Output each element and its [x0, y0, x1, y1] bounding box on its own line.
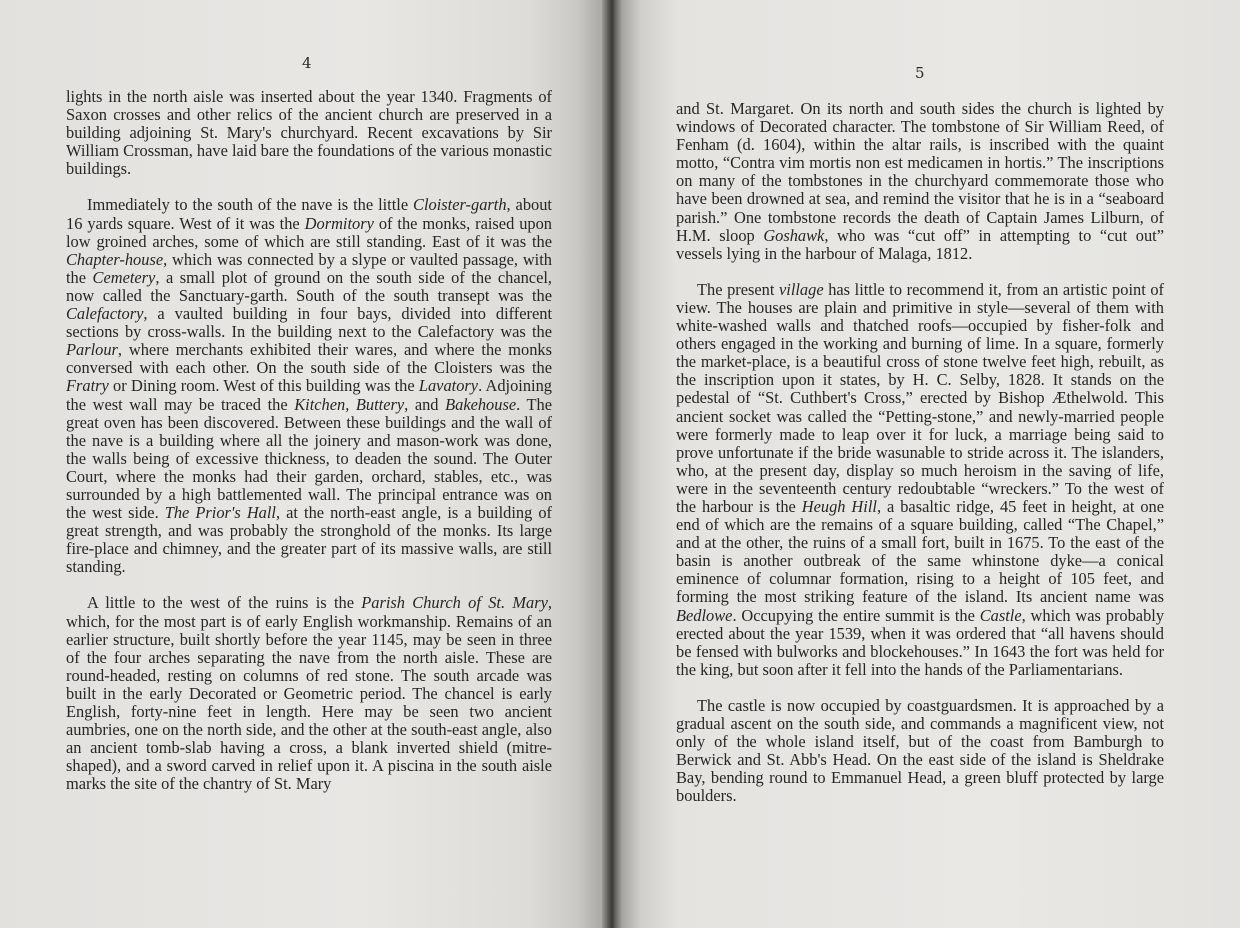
text-run: , who was “cut off” in attempting to “cut out” vessels lying in the harbour of Malaga, 1812. — [676, 225, 1164, 263]
italic-text: Dormitory — [304, 213, 374, 233]
text-run: The present — [697, 279, 779, 299]
italic-text: Calefactory — [66, 304, 144, 324]
text-run: A little to the west of the ruins is the — [87, 593, 362, 613]
paragraph — [676, 697, 1164, 806]
text-run: , at the north-east angle, is a building of great strength, and was probably the stronghold of the monks. Its large fire-place and chimney, and the greater part of its massive walls, are still standing. — [66, 503, 552, 577]
text-run: The castle is now occupied by coastguardsmen. It is approached by a gradual ascent on the south side, and commands a magnificent view, not only of the whole island itself, but of the coast from Bamburgh to Berwick and St. Abb's Head. On the east side of the island is Sheldrake Bay, bending round to Emmanuel Head, a green bluff protected by large boulders. — [676, 695, 1164, 806]
italic-text: Goshawk — [763, 225, 825, 245]
text-run: . Occupying the entire summit is the — [732, 605, 980, 625]
paragraph — [676, 100, 1164, 263]
text-run: or Dining room. West of this building was the — [108, 376, 419, 396]
text-run: and St. Margaret. On its north and south sides the church is lighted by windows of Decorated character. The tombstone of Sir William Reed, of Fenham (d. 1604), within the altar rails, is inscribed with the quaint motto, “Contra vim mortis non est medicamen in hortis.” The inscriptions on many of the tombstones in the churchyard commemorate those who have been drowned at sea, and remind the visitor that he is in a “seaboard parish.” One tombstone records the death of Captain James Lilburn, of H.M. sloop — [676, 99, 1164, 245]
left-page — [0, 0, 602, 928]
right-page-text — [676, 100, 1164, 805]
text-run: , and — [404, 394, 446, 414]
italic-text: The Prior's Hall — [164, 503, 276, 523]
italic-text: Chapter-house — [66, 249, 164, 269]
italic-text: Fratry — [66, 376, 109, 396]
text-run: , where merchants exhibited their wares, and where the monks conversed with each other. On the south side of the Cloisters was the — [66, 340, 552, 378]
italic-text: Cemetery — [92, 267, 156, 287]
text-run: Immediately to the south of the nave is the little — [87, 195, 414, 215]
italic-text: Kitchen, Buttery — [294, 394, 405, 414]
italic-text: Parlour — [66, 340, 118, 360]
italic-text: village — [779, 279, 824, 299]
paragraph — [676, 281, 1164, 679]
text-run: . Adjoining the west wall may be traced the — [66, 376, 552, 414]
text-run: , which, for the most part is of early English workmanship. Remains of an earlier structure, built shortly before the year 1145, may be seen in three of the four arches separating the nave from the north aisle. These are round-headed, resting on columns of red stone. The south arcade was built in the early Decorated or Geometric period. The chancel is early English, forty-nine feet in length. Here may be seen two ancient aumbries, one on the north side, and the other at the south-east angle, also an ancient tomb-slab having a cross, a blank inverted shield (mitre-shaped), and a sword carved in relief upon it. A piscina in the south aisle marks the site of the chantry of St. Mary — [66, 593, 552, 794]
left-page-text — [66, 88, 552, 793]
italic-text: Bakehouse — [445, 394, 517, 414]
text-run: , a vaulted building in four bays, divided into different sections by cross-walls. In the building next to the Calefactory was the — [66, 304, 552, 342]
book-gutter — [602, 0, 622, 928]
paragraph — [66, 594, 552, 793]
italic-text: Heugh Hill — [801, 496, 877, 516]
text-run: . The great oven has been discovered. Between these buildings and the wall of the nave is a building where all the joinery and mason-work was done, the walls being of excessive thickness, to deaden the sound. The Outer Court, where the monks had their garden, orchard, stables, etc., was surrounded by a high battlemented wall. The principal entrance was on the west side. — [66, 394, 552, 523]
text-run: , which was probably erected about the year 1539, when it was ordered that “all havens should be fensed with bulworks and blockehouses.” In 1643 the fort was held for the king, but soon after it fell into the hands of the Parliamentarians. — [676, 605, 1165, 679]
text-run: has little to recommend it, from an artistic point of view. The houses are plain and primitive in style—several of them with white-washed walls and thatched roofs—occupied by fisher-folk and others engaged in the working and burning of lime. In a square, formerly the market-place, is a beautiful cross of stone twelve feet high, rebuilt, as the inscription upon it states, by H. C. Selby, 1828. It stands on the pedestal of “St. Cuthbert's Cross,” erected by Bishop Æthelwold. This ancient socket was called the “Petting-stone,” and newly-married people were formerly made to leap over it for luck, a marriage being said to prove unfortunate if the bride wasunable to stride across it. The islanders, who, at the present day, display so much heroism in the saving of life, were in the seventeenth century redoubtable “wreckers.” To the west of the harbour is the — [676, 279, 1164, 516]
italic-text: Castle — [979, 605, 1022, 625]
italic-text: Cloister-garth — [413, 195, 507, 215]
text-run: , a basaltic ridge, 45 feet in height, at one end of which are the remains of a square building, called “The Chapel,” and at the other, the ruins of a small fort, built in 1675. To the east of the basin is another outbreak of the same whinstone dyke—a conical eminence of columnar formation, rising to a height of 105 feet, and forming the most striking feature of the island. Its ancient name was — [676, 496, 1164, 607]
text-run: , which was connected by a slype or vaulted passage, with the — [66, 249, 552, 287]
italic-text: Lavatory — [418, 376, 479, 396]
paragraph — [66, 88, 552, 178]
italic-text: Parish Church of St. Mary — [361, 593, 548, 613]
text-run: , a small plot of ground on the south side of the chancel, now called the Sanctuary-garth. South of the south transept was the — [66, 267, 553, 305]
text-run: , about 16 yards square. West of it was the — [66, 195, 552, 233]
right-page-number: 5 — [915, 64, 925, 82]
left-page-number: 4 — [302, 54, 312, 72]
right-page — [622, 0, 1240, 928]
paragraph — [66, 196, 552, 576]
italic-text: Bedlowe — [676, 605, 733, 625]
text-run: lights in the north aisle was inserted about the year 1340. Fragments of Saxon crosses and other relics of the ancient church are preserved in a building adjoining St. Mary's churchyard. Recent excavations by Sir William Crossman, have laid bare the foundations of the various monastic buildings. — [66, 87, 552, 179]
text-run: of the monks, raised upon low groined arches, some of which are still standing. East of it was the — [66, 213, 552, 251]
